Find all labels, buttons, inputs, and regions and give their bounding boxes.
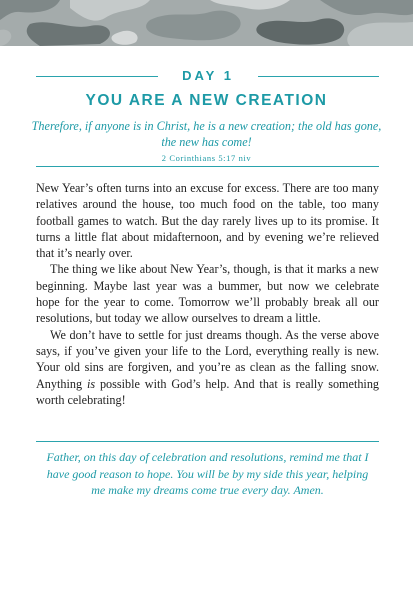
top-divider xyxy=(36,166,379,167)
body-paragraph-1: New Year’s often turns into an excuse for excess. There are too many relatives around the house, too much food on the table, too many football games to watch. But the day rarely lives up to its promise. It turns a little flat about midafternoon, and by evening we’re relieved that it’s nearly over. xyxy=(36,181,379,261)
day-right-rule xyxy=(258,76,379,77)
paragraph-3-start: We don’t have to settle for just dreams though. As the verse above says, if you’ve given your life to the Lord, everything really is new. Your old sins are forgiven, and you’re as clean as the falling snow. Anything xyxy=(36,327,379,391)
devotion-body xyxy=(36,180,379,408)
body-paragraph-2: The thing we like about New Year’s, though, is that it marks a new beginning. Maybe last year was a bummer, but now we celebrate hope for the year to come. Tomorrow we’ll probably break all our resolutions, but today we allow ourselves to dream a little. xyxy=(36,262,379,326)
day-heading-row xyxy=(36,67,379,85)
camouflage-pattern xyxy=(0,0,413,46)
closing-prayer: Father, on this day of celebration and resolutions, remind me that I have good reason to hope. You will be by my side this year, helping me make my dreams come true every day. Amen. xyxy=(46,450,369,497)
day-label: DAY 1 xyxy=(182,68,234,83)
scripture-verse xyxy=(30,118,383,166)
emphasis-is: is xyxy=(86,376,96,391)
paragraph-3-end: possible with God’s help. And that is really something worth celebrating! xyxy=(36,376,380,407)
verse-reference: 2 Corinthians 5:17 niv xyxy=(161,153,252,163)
body-paragraph-3 xyxy=(36,327,379,408)
devotion-title: YOU ARE A NEW CREATION xyxy=(85,92,328,109)
camouflage-header-band xyxy=(0,0,413,46)
day-left-rule xyxy=(36,76,158,77)
verse-text: Therefore, if anyone is in Christ, he is a new creation; the old has gone, the new has come! xyxy=(31,119,382,149)
bottom-divider xyxy=(36,441,379,442)
